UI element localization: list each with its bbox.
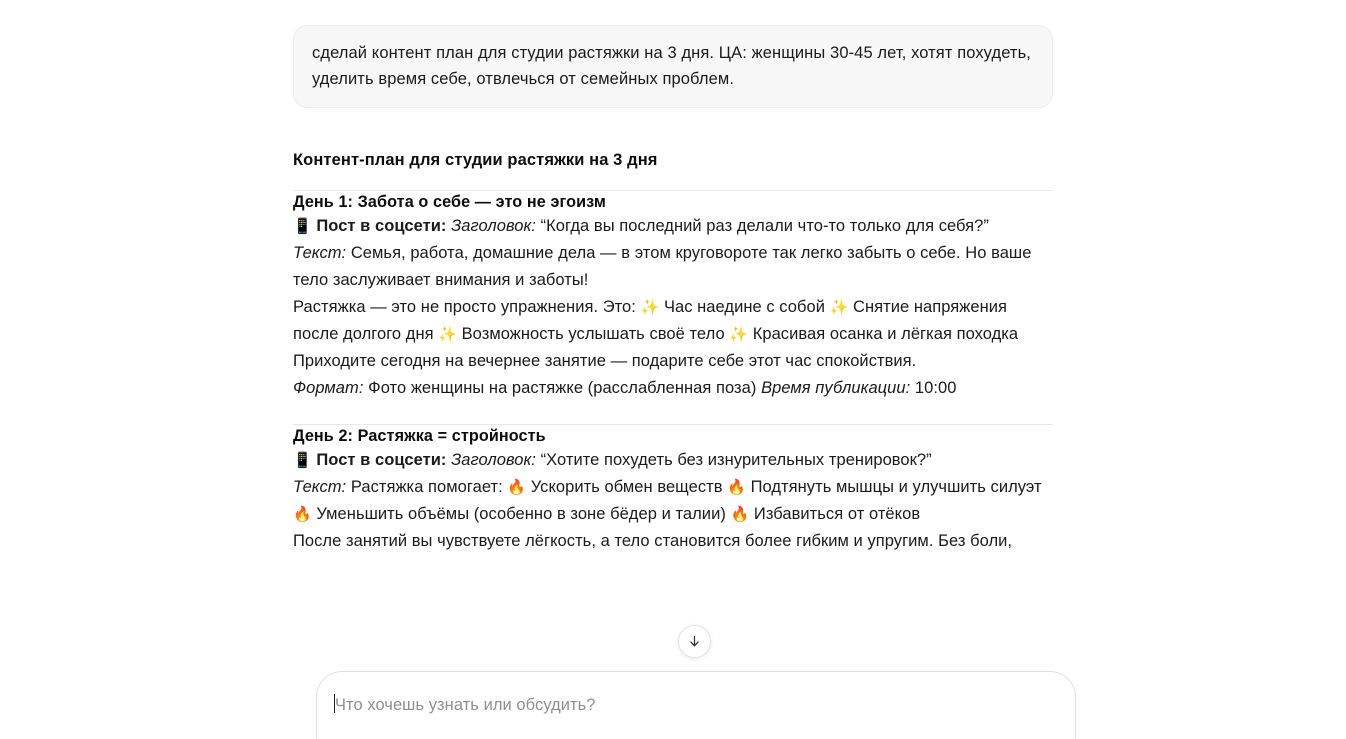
day2-benefits-paragraph (293, 474, 1053, 528)
fire-icon: 🔥 (730, 505, 750, 523)
day1-format-value: Фото женщины на растяжке (расслабленная поза) (368, 379, 757, 397)
day2-closing: После занятий вы чувствуете лёгкость, а тело становится более гибким и упругим. Без боли, (293, 532, 1013, 550)
day1-heading: День 1: Забота о себе — это не эгоизм (293, 193, 606, 211)
day1-post-label: Пост в соцсети: (316, 217, 447, 235)
arrow-down-icon (687, 634, 702, 649)
scroll-to-bottom-button[interactable] (678, 625, 711, 658)
day1-post-line (293, 213, 1053, 240)
sparkles-icon: ✨ (829, 298, 849, 316)
mobile-phone-icon: 📱 (293, 217, 312, 235)
day2-headline-label: Заголовок: (451, 451, 536, 469)
day2-headline-value: “Хотите похудеть без изнурительных тренировок?” (540, 451, 932, 469)
answer-title: Контент-план для студии растяжки на 3 дня (293, 151, 658, 169)
day1-benefit-0: Час наедине с собой (663, 298, 826, 316)
day1-text-value: Семья, работа, домашние дела — в этом круговороте так легко забыть о себе. Но ваше тело заслуживает внимания и заботы! (293, 244, 1032, 289)
sparkles-icon: ✨ (729, 325, 749, 343)
mobile-phone-icon: 📱 (293, 451, 312, 469)
day1-headline-label: Заголовок: (451, 217, 536, 235)
conversation-column (293, 0, 1053, 555)
day1-benefits-intro: Растяжка — это не просто упражнения. Это: (293, 298, 636, 316)
message-input-placeholder: Что хочешь узнать или обсудить? (335, 696, 596, 714)
sparkles-icon: ✨ (438, 325, 457, 343)
message-input[interactable] (334, 693, 1034, 717)
day2-heading: День 2: Растяжка = стройность (293, 427, 546, 445)
day2-text-intro: Растяжка помогает: (350, 478, 503, 496)
day1-text-label: Текст: (293, 244, 347, 262)
fire-icon: 🔥 (727, 478, 746, 496)
day2-benefit-1: Подтянуть мышцы и улучшить силуэт (750, 478, 1042, 496)
day2-post-label: Пост в соцсети: (316, 451, 447, 469)
fire-icon: 🔥 (293, 505, 312, 523)
day2-benefit-2: Уменьшить объёмы (особенно в зоне бёдер и талии) (316, 505, 726, 523)
day1-text-paragraph (293, 240, 1053, 294)
sparkles-icon: ✨ (640, 298, 660, 316)
day1-time-value: 10:00 (914, 379, 957, 397)
day2-benefit-3: Избавиться от отёков (753, 505, 921, 523)
day1-format-label: Формат: (293, 379, 364, 397)
day1-time-label: Время публикации: (761, 379, 911, 397)
day1-cta: Приходите сегодня на вечернее занятие — подарите себе этот час спокойствия. (293, 352, 917, 370)
day1-format-line (293, 375, 1053, 402)
day1-headline-value: “Когда вы последний раз делали что-то только для себя?” (540, 217, 989, 235)
day1-benefit-2: Возможность услышать своё тело (461, 325, 725, 343)
message-composer[interactable] (316, 671, 1076, 739)
day1-benefits-paragraph (293, 294, 1053, 348)
user-message-bubble (293, 25, 1053, 108)
day2-benefit-0: Ускорить обмен веществ (530, 478, 723, 496)
day1-benefit-1: Снятие напряжения после долгого дня (293, 298, 1008, 343)
day2-post-line (293, 447, 1053, 474)
fire-icon: 🔥 (507, 478, 527, 496)
assistant-answer (293, 149, 1053, 555)
user-message-text: сделай контент план для студии растяжки на 3 дня. ЦА: женщины 30-45 лет, хотят похудеть, уделить время себе, отвлечься от семейных проблем. (312, 44, 1031, 88)
day2-text-label: Текст: (293, 478, 347, 496)
day1-benefit-3: Красивая осанка и лёгкая походка (752, 325, 1019, 343)
